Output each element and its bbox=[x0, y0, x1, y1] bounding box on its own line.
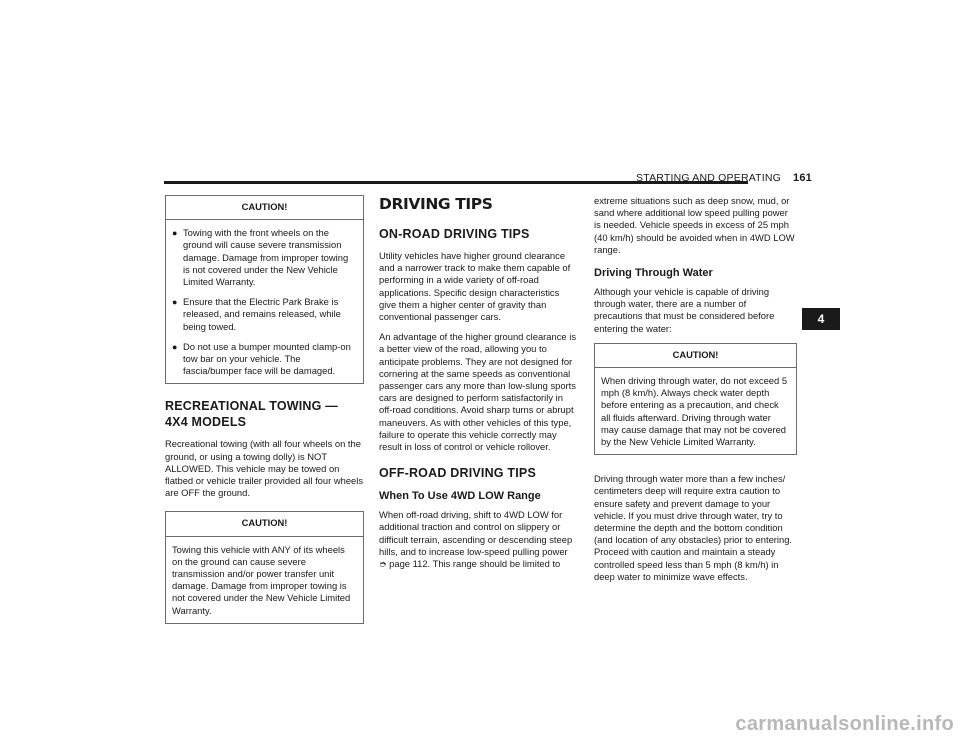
bullet-icon: ● bbox=[172, 297, 178, 308]
section-heading-off-road: OFF-ROAD DRIVING TIPS bbox=[379, 466, 536, 481]
paragraph: Although your vehicle is capable of driving through water, there are a number of precautions that must be considered before entering the water: bbox=[594, 286, 775, 334]
paragraph: When off-road driving, shift to 4WD LOW for additional traction and control on slippery or difficult terrain, ascending or descending steep hills, and to increase low-speed pulling power ➮ page 112. This range should be limited to bbox=[379, 509, 573, 570]
list-item: ● Do not use a bumper mounted clamp-on tow bar on your vehicle. The fascia/bumper face will be damaged. bbox=[172, 340, 351, 377]
arrow-ref-icon: ➮ bbox=[379, 559, 387, 570]
page-number: 161 bbox=[793, 172, 812, 184]
caution-box-transmission bbox=[165, 511, 364, 623]
column-middle bbox=[379, 195, 578, 578]
paragraph: An advantage of the higher ground clearance is a better view of the road, allowing you to anticipate problems. They are not designed for cornering at the same speeds as conventional passenger cars any more than low-slung sports cars are designed to perform satisfactorily in off-road conditions. Avoid sharp turns or abrupt maneuvers. As with other vehicles of this type, failure to operate this vehicle correctly may result in loss of control or vehicle rollover. bbox=[379, 331, 577, 453]
paragraph: extreme situations such as deep snow, mud, or sand where additional low speed pulling power is needed. Vehicle speeds in excess of 25 mph (40 km/h) should be avoided when in 4WD LOW range. bbox=[594, 195, 795, 255]
paragraph: Utility vehicles have higher ground clearance and a narrower track to make them capable of performing in a wide variety of off-road applications. Specific design characteristics give them a higher center of gravity than conventional passenger cars. bbox=[379, 250, 571, 323]
paragraph: Recreational towing (with all four wheels on the ground, or using a towing dolly) is NOT ALLOWED. This vehicle may be towed on flatbed or vehicle trailer provided all four wheels are OFF the ground. bbox=[165, 438, 364, 499]
caution-text: Towing this vehicle with ANY of its wheels on the ground can cause severe transmission and/or power transfer unit damage. Damage from improper towing is not covered under the New Vehicle Limited Warranty. bbox=[172, 543, 351, 616]
caution-text: When driving through water, do not exceed 5 mph (8 km/h). Always check water depth before entering as a precaution, and check all fluids afterward. Driving through water may cause damage that may not be covered by the New Vehicle Limited Warranty. bbox=[601, 375, 788, 448]
bullet-icon: ● bbox=[172, 228, 178, 239]
section-heading-on-road: ON-ROAD DRIVING TIPS bbox=[379, 227, 530, 241]
bullet-icon: ● bbox=[172, 341, 178, 352]
watermark: carmanualsonline.info bbox=[735, 713, 954, 735]
major-heading-driving-tips: DRIVING TIPS bbox=[379, 195, 493, 213]
subheading-4wd-low: When To Use 4WD LOW Range bbox=[379, 490, 541, 503]
caution-title: CAUTION! bbox=[166, 196, 363, 220]
caution-list bbox=[172, 227, 357, 377]
column-left bbox=[165, 195, 364, 638]
column-right bbox=[594, 195, 797, 591]
subheading-driving-through-water: Driving Through Water bbox=[594, 267, 713, 280]
caution-title: CAUTION! bbox=[595, 344, 796, 368]
caution-box-towing bbox=[165, 195, 364, 384]
running-header bbox=[636, 172, 812, 184]
caution-box-water bbox=[594, 343, 797, 455]
paragraph: Driving through water more than a few inches/ centimeters deep will require extra caution to ensure safety and prevent damage to your vehicle. If you must drive through water, try to determine the depth and the bottom condition (and location of any obstacles) prior to entering. Proceed with caution and maintain a steady controlled speed less than 5 mph (8 km/h) in deep water to minimize wave effects. bbox=[594, 473, 793, 582]
header-section-title: STARTING AND OPERATING bbox=[636, 172, 782, 184]
list-item: ● Ensure that the Electric Park Brake is released, and remains released, while being towed. bbox=[172, 296, 341, 332]
list-item: ● Towing with the front wheels on the ground will cause severe transmission damage. Damage from improper towing is not covered under the New Vehicle Limited Warranty. bbox=[172, 227, 349, 288]
caution-title: CAUTION! bbox=[166, 512, 363, 536]
section-heading-recreational-towing: RECREATIONAL TOWING — 4X4 MODELS bbox=[165, 399, 338, 430]
chapter-tab: 4 bbox=[802, 308, 840, 330]
page-reference[interactable]: page 112. This range should be limited to bbox=[389, 558, 561, 570]
